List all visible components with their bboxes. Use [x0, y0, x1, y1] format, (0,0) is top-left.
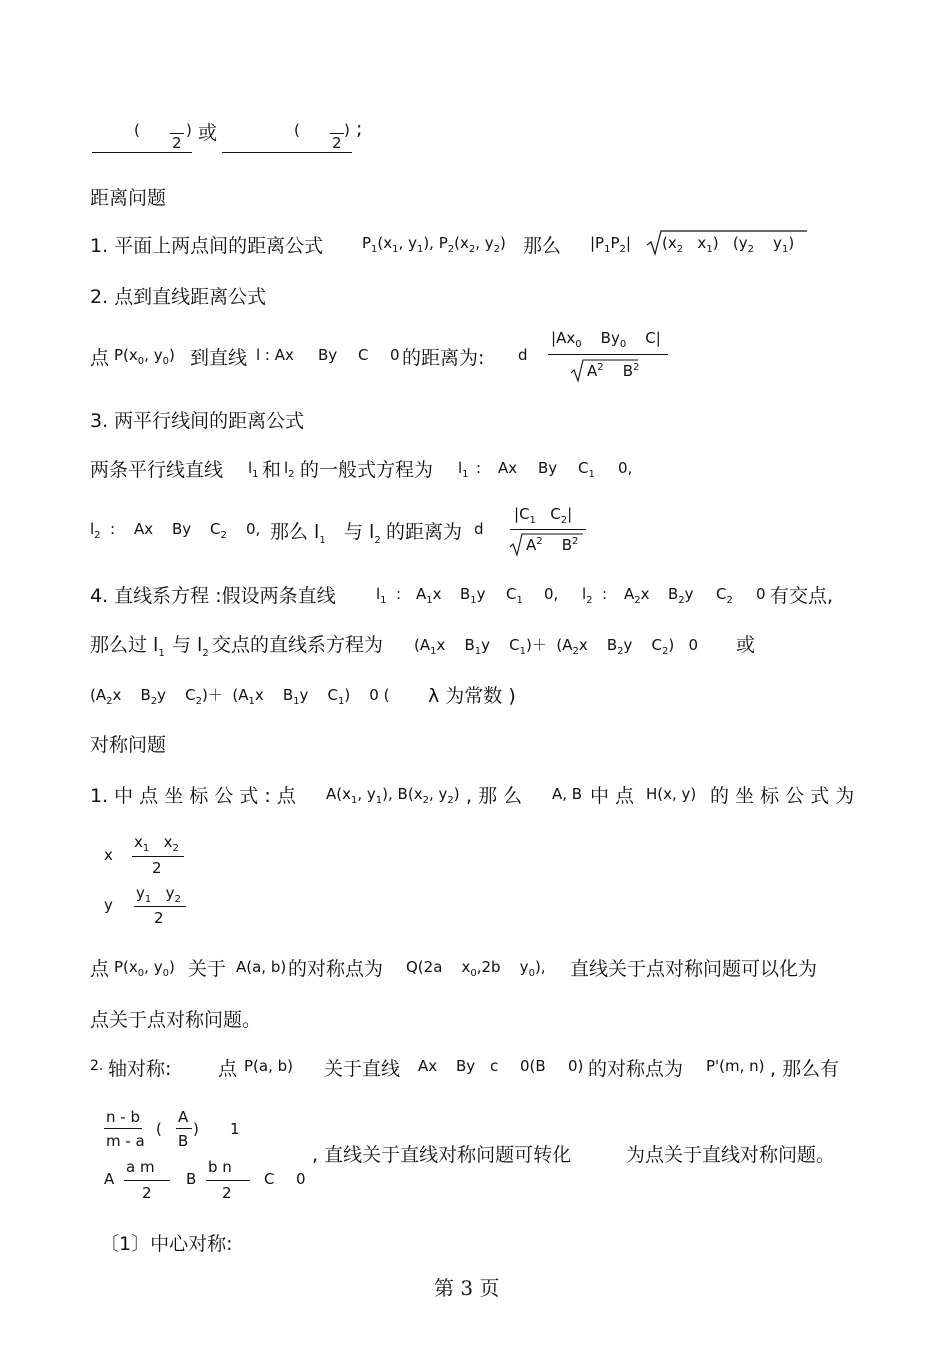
term: A(x — [326, 785, 351, 803]
sub: 1 — [293, 696, 300, 707]
sub: 0 — [137, 356, 145, 367]
term: 0 — [688, 636, 699, 654]
fraction-bar-2 — [548, 354, 668, 355]
sub: 1 — [470, 595, 477, 606]
term-zero: 0 — [390, 346, 400, 364]
x-var: x — [104, 846, 113, 864]
term: y — [165, 884, 175, 902]
top-or: 或 — [198, 122, 218, 144]
distance-item3-label: 3. 两平行线间的距离公式 — [90, 410, 305, 432]
sub: 2 — [619, 244, 626, 255]
blank-line-2 — [222, 152, 352, 153]
l2-sym-4 — [582, 585, 593, 606]
c1-4 — [506, 585, 523, 606]
sup: 2 — [633, 362, 640, 373]
sub: 2 — [676, 244, 684, 255]
sub: 1 — [604, 244, 611, 255]
term: B — [464, 636, 475, 654]
sub: 1 — [706, 244, 713, 255]
line-l-eq: l : Ax — [256, 346, 294, 364]
distance-item1-label: 1. 平面上两点间的距离公式 — [90, 235, 324, 257]
fraction-denominator-3 — [526, 536, 578, 554]
paren-open: ( — [156, 1120, 162, 1138]
close-paren: ) — [500, 234, 506, 252]
sup: 2 — [572, 536, 579, 547]
term: y — [299, 686, 309, 704]
term: y — [773, 234, 782, 252]
term: Q(2a — [406, 958, 443, 976]
term: C — [716, 585, 727, 603]
b1y — [460, 585, 486, 606]
distance-item2-label: 2. 点到直线距离公式 — [90, 286, 267, 308]
term: 那么过 l — [90, 634, 159, 656]
distance-is-text: 的距离为: — [402, 347, 485, 369]
cond-b2: 0) — [568, 1057, 584, 1075]
sub: 2 — [726, 595, 733, 606]
frac3-num: a m — [126, 1158, 155, 1176]
sub: 2 — [447, 795, 454, 806]
term: (y — [732, 234, 748, 252]
minus-one: 1 — [230, 1120, 240, 1138]
midpoint-ab — [326, 785, 460, 806]
to-line-text: 到直线 — [190, 347, 248, 369]
term-ax-2: Ax — [134, 520, 154, 538]
colon-2: : — [110, 520, 116, 538]
b2y — [668, 585, 694, 606]
term: 与 l — [344, 521, 375, 543]
term: 与 l — [172, 634, 203, 656]
c2-4 — [716, 585, 733, 606]
sub: 2 — [288, 469, 295, 480]
x1: (x — [377, 234, 393, 252]
with-l2-4 — [172, 630, 209, 659]
cond-b: 0(B — [520, 1057, 546, 1075]
then-text: , 那 么 — [466, 785, 523, 807]
term: x — [163, 833, 173, 851]
term-c: C — [358, 346, 369, 364]
sub: 1 — [252, 469, 259, 480]
term-by: By — [538, 459, 558, 477]
frac3-bar — [124, 1180, 170, 1181]
term: C — [185, 686, 196, 704]
term: 0 ( — [369, 686, 390, 704]
about-line: 关于直线 — [324, 1058, 401, 1080]
sub: 2 — [661, 646, 669, 657]
fraction-bar-3 — [510, 529, 586, 530]
sub: 2 — [747, 244, 754, 255]
term: B — [668, 585, 679, 603]
sub: 0 — [619, 339, 627, 350]
sub: 1 — [380, 595, 387, 606]
sub: 0 — [162, 968, 169, 979]
and-char: 和 — [262, 459, 282, 481]
c-term: c — [490, 1057, 499, 1075]
sub: 2 — [422, 795, 429, 806]
axis-pt: 点 — [218, 1058, 238, 1080]
term: (A — [414, 636, 431, 654]
through-text: 交点的直线系方程为 — [212, 634, 384, 656]
sub: 2 — [468, 244, 476, 255]
midpoint-text: 中 点 — [590, 785, 635, 807]
p-ab: P(a, b) — [244, 1057, 293, 1075]
sub: 1 — [430, 646, 437, 657]
general-eq-text: 的一般式方程为 — [300, 459, 434, 481]
p-prime: P'(m, n) — [706, 1057, 765, 1075]
sub: 1 — [375, 795, 383, 806]
d-letter-2: d — [474, 520, 484, 538]
x-denominator: 2 — [152, 859, 162, 877]
fraction-numerator-3: $|C_1$ $C_2|$ — [514, 505, 573, 526]
term-c1 — [578, 459, 595, 480]
a-coef: A — [104, 1170, 115, 1188]
sub: 1 — [142, 843, 150, 854]
q-point — [406, 958, 546, 979]
term: A — [587, 362, 598, 380]
distance-item4-label: 4. 直线系方程 :假设两条直线 — [90, 585, 336, 607]
zero-4a: 0, — [544, 585, 559, 603]
sub: 1 — [516, 595, 523, 606]
term: )＋ — [525, 636, 547, 654]
colon: : — [476, 459, 482, 477]
sub: 0 — [137, 968, 145, 979]
term: x — [112, 686, 122, 704]
term: P(x — [114, 346, 138, 364]
axis-sym-text: 轴对称: — [108, 1058, 172, 1080]
y-fraction-bar — [134, 906, 186, 907]
term: , y — [428, 785, 448, 803]
sub: 1 — [319, 534, 326, 546]
sub: 1 — [337, 696, 345, 707]
term-by: By — [318, 346, 338, 364]
term: B — [460, 585, 471, 603]
abs-open: |P — [590, 234, 605, 252]
sqrt-content-1 — [662, 234, 794, 255]
frac2-bar — [176, 1128, 192, 1129]
then-have: , 那么有 — [770, 1058, 840, 1080]
sym-point-is: 的对称点为 — [288, 958, 384, 980]
point-sym-pre: 点 — [90, 958, 110, 980]
page-number: 第 3 页 — [434, 1276, 500, 1300]
term: C — [519, 505, 530, 523]
paren-close: ) — [193, 1120, 199, 1138]
h-point: H(x, y) — [646, 785, 697, 803]
term: )＋ — [201, 686, 223, 704]
point-a: A(a, b) — [236, 958, 287, 976]
sub: 1 — [781, 244, 789, 255]
frac1-bar — [104, 1128, 142, 1129]
term-ax: Ax — [498, 459, 518, 477]
term: x — [697, 234, 707, 252]
term: C — [327, 686, 338, 704]
term: ) — [453, 785, 460, 803]
sub: 2 — [572, 646, 579, 657]
term: ), — [534, 958, 546, 976]
sub: 2 — [220, 530, 227, 541]
term: ) — [168, 958, 175, 976]
term: A — [416, 585, 427, 603]
y-numerator — [136, 884, 181, 905]
term: x — [432, 585, 442, 603]
sub: 2 — [560, 515, 568, 526]
then-through-l1 — [90, 630, 165, 659]
top-denominator-1: 2 — [172, 134, 182, 152]
term: ), B(x — [382, 785, 423, 803]
point-sym-p — [114, 958, 175, 979]
y-var: y — [104, 896, 113, 914]
sub: 2 — [374, 534, 381, 546]
sub: 2 — [172, 843, 179, 854]
zero-const: 0 — [296, 1170, 306, 1188]
term: , y — [357, 785, 376, 803]
term-zero: 0, — [618, 459, 633, 477]
fraction-numerator-2: $|Ax_0$ $By_0$ C| — [551, 329, 661, 350]
sub: 2 — [150, 696, 158, 707]
center-symmetry: 〔1〕中心对称: — [100, 1233, 233, 1255]
term: C — [578, 459, 589, 477]
term: C — [509, 636, 520, 654]
l1-sym-4 — [376, 585, 387, 606]
frac3-den: 2 — [142, 1184, 152, 1202]
y2: , y — [475, 234, 494, 252]
colon-4b: : — [602, 585, 608, 603]
formula-text: 的 坐 标 公 式 为 — [710, 785, 855, 807]
sub: 2 — [447, 244, 455, 255]
fraction-denominator-2 — [587, 362, 639, 380]
term: B — [622, 362, 634, 380]
two-points-expression — [362, 234, 506, 255]
term: y — [519, 958, 529, 976]
term: x — [134, 833, 143, 851]
heading-symmetry: 对称问题 — [90, 734, 167, 756]
sym-is-2: 的对称点为 — [588, 1058, 684, 1080]
frac4-den: 2 — [222, 1184, 232, 1202]
p: P — [610, 234, 620, 252]
term: y — [623, 636, 633, 654]
by-term: By — [456, 1057, 476, 1075]
p1-letter: P — [362, 234, 372, 252]
frac4-bar — [206, 1180, 250, 1181]
term: ) — [344, 686, 351, 704]
sub: 1 — [416, 244, 424, 255]
term: l — [582, 585, 587, 603]
parallel-text: 两条平行线直线 — [90, 459, 224, 481]
term: y — [157, 686, 167, 704]
sup: 2 — [536, 536, 543, 547]
or-char: 或 — [736, 634, 756, 656]
sub: 1 — [426, 595, 433, 606]
term-c2 — [210, 520, 227, 541]
term-zero-2: 0, — [246, 520, 261, 538]
top-paren-2: ) — [186, 121, 192, 139]
term: C — [645, 329, 656, 347]
b-coef: B — [186, 1170, 197, 1188]
ab-label: A, B — [552, 785, 583, 803]
a2x — [624, 585, 650, 606]
term: x — [578, 636, 588, 654]
sub: 0 — [162, 356, 169, 367]
zero-4b: 0 — [756, 585, 766, 603]
about-text: 关于 — [188, 958, 227, 980]
sub: 0 — [470, 968, 477, 979]
sub: 2 — [493, 244, 501, 255]
point-about-point: 点关于点对称问题。 — [90, 1009, 262, 1031]
top-paren-1: ( — [134, 121, 140, 139]
term: l — [376, 585, 381, 603]
colon-4: : — [396, 585, 402, 603]
top-paren-4: ) — [344, 121, 350, 139]
term: ) — [788, 234, 795, 252]
x2: (x — [454, 234, 469, 252]
l2-symbol — [284, 459, 295, 480]
sub: 2 — [94, 530, 101, 541]
x-numerator — [134, 833, 179, 854]
term: (A — [232, 686, 249, 704]
term: B — [606, 636, 618, 654]
abs-close: | — [625, 234, 631, 252]
symmetry-item2-num: 2. — [90, 1058, 104, 1074]
sub: 2 — [202, 647, 209, 659]
sub: 1 — [392, 244, 399, 255]
term: By — [600, 329, 620, 347]
heading-distance: 距离问题 — [90, 187, 167, 209]
term: y — [684, 585, 694, 603]
term: x — [461, 958, 471, 976]
sub: 1 — [351, 795, 358, 806]
y1: , y — [398, 234, 417, 252]
sub: 1 — [474, 646, 482, 657]
term: B — [561, 536, 573, 554]
c-const: C — [264, 1170, 275, 1188]
dist-text: 的距离为 — [386, 521, 463, 543]
transform-text: , 直线关于直线对称问题可转化 — [312, 1144, 572, 1166]
transform-text-2: 为点关于直线对称问题。 — [626, 1144, 836, 1166]
d-letter: d — [518, 346, 528, 364]
term: Ax — [556, 329, 576, 347]
term: 那么 l — [270, 521, 320, 543]
frac1-den: m - a — [106, 1132, 145, 1150]
with-l2 — [344, 517, 381, 546]
p2-letter: ), P — [423, 234, 448, 252]
x-fraction-bar — [132, 856, 184, 857]
sub: 1 — [588, 469, 595, 480]
term: x — [254, 686, 264, 704]
term: A — [526, 536, 537, 554]
sub: 2 — [195, 696, 202, 707]
term: ,2b — [476, 958, 501, 976]
symmetry-item1-label: 1. 中 点 坐 标 公 式 : 点 — [90, 785, 296, 807]
top-paren-3: ( — [294, 121, 300, 139]
term: (x — [662, 234, 677, 252]
reduce-text: 直线关于点对称问题可以化为 — [570, 958, 818, 980]
distance-item1-then: 那么 — [523, 235, 562, 257]
term: , y — [144, 346, 163, 364]
sub: 1 — [462, 469, 469, 480]
point-char: 点 — [90, 347, 110, 369]
term: y — [481, 636, 491, 654]
a1x — [416, 585, 442, 606]
term: l — [458, 459, 463, 477]
sub: 1 — [144, 894, 152, 905]
term: (A — [90, 686, 107, 704]
frac2-den: B — [178, 1132, 189, 1150]
y-denominator: 2 — [154, 909, 164, 927]
sub: 1 — [158, 647, 165, 659]
term: C — [651, 636, 662, 654]
term: x — [640, 585, 650, 603]
top-semicolon: ; — [356, 118, 363, 140]
term: , y — [144, 958, 163, 976]
term: y — [136, 884, 145, 902]
term: B — [282, 686, 294, 704]
term: C — [210, 520, 221, 538]
frac4-num: b n — [208, 1158, 232, 1176]
frac2-num: A — [178, 1108, 189, 1126]
term: C — [506, 585, 517, 603]
l1b-symbol — [458, 459, 469, 480]
sub: 1 — [248, 696, 255, 707]
abs-p1p2 — [590, 234, 631, 255]
term: l — [248, 459, 253, 477]
term: y — [476, 585, 486, 603]
top-denominator-2: 2 — [332, 134, 342, 152]
term: (A — [556, 636, 573, 654]
term: ) — [712, 234, 719, 252]
sub: 2 — [678, 595, 685, 606]
sub: 2 — [617, 646, 624, 657]
point-p — [114, 346, 175, 367]
line-system-eq-1 — [414, 634, 698, 657]
sub: 2 — [174, 894, 181, 905]
sub: 1 — [371, 244, 378, 255]
sub: 2 — [634, 595, 641, 606]
then-l1 — [270, 517, 326, 546]
term: x — [436, 636, 446, 654]
sub: 0 — [575, 339, 582, 350]
term: P(x — [114, 958, 138, 976]
lambda-constant: λ 为常数 ) — [428, 685, 516, 707]
l2b-symbol — [90, 520, 101, 541]
l1-symbol — [248, 459, 259, 480]
term: ) — [168, 346, 175, 364]
blank-line-1 — [92, 152, 192, 153]
line-system-eq-2 — [90, 684, 389, 707]
frac1-num: n - b — [106, 1108, 140, 1126]
sup: 2 — [597, 362, 604, 373]
sub: 2 — [586, 595, 593, 606]
term: B — [140, 686, 151, 704]
sub: 1 — [519, 646, 526, 657]
has-intersection: 有交点, — [770, 585, 834, 607]
sub: 0 — [528, 968, 535, 979]
ax-term: Ax — [418, 1057, 438, 1075]
term: A — [624, 585, 635, 603]
term: l — [284, 459, 289, 477]
term: l — [90, 520, 95, 538]
sub: 2 — [106, 696, 113, 707]
term: ) — [668, 636, 675, 654]
term: C — [550, 505, 561, 523]
sub: 1 — [529, 515, 536, 526]
term-by-2: By — [172, 520, 192, 538]
